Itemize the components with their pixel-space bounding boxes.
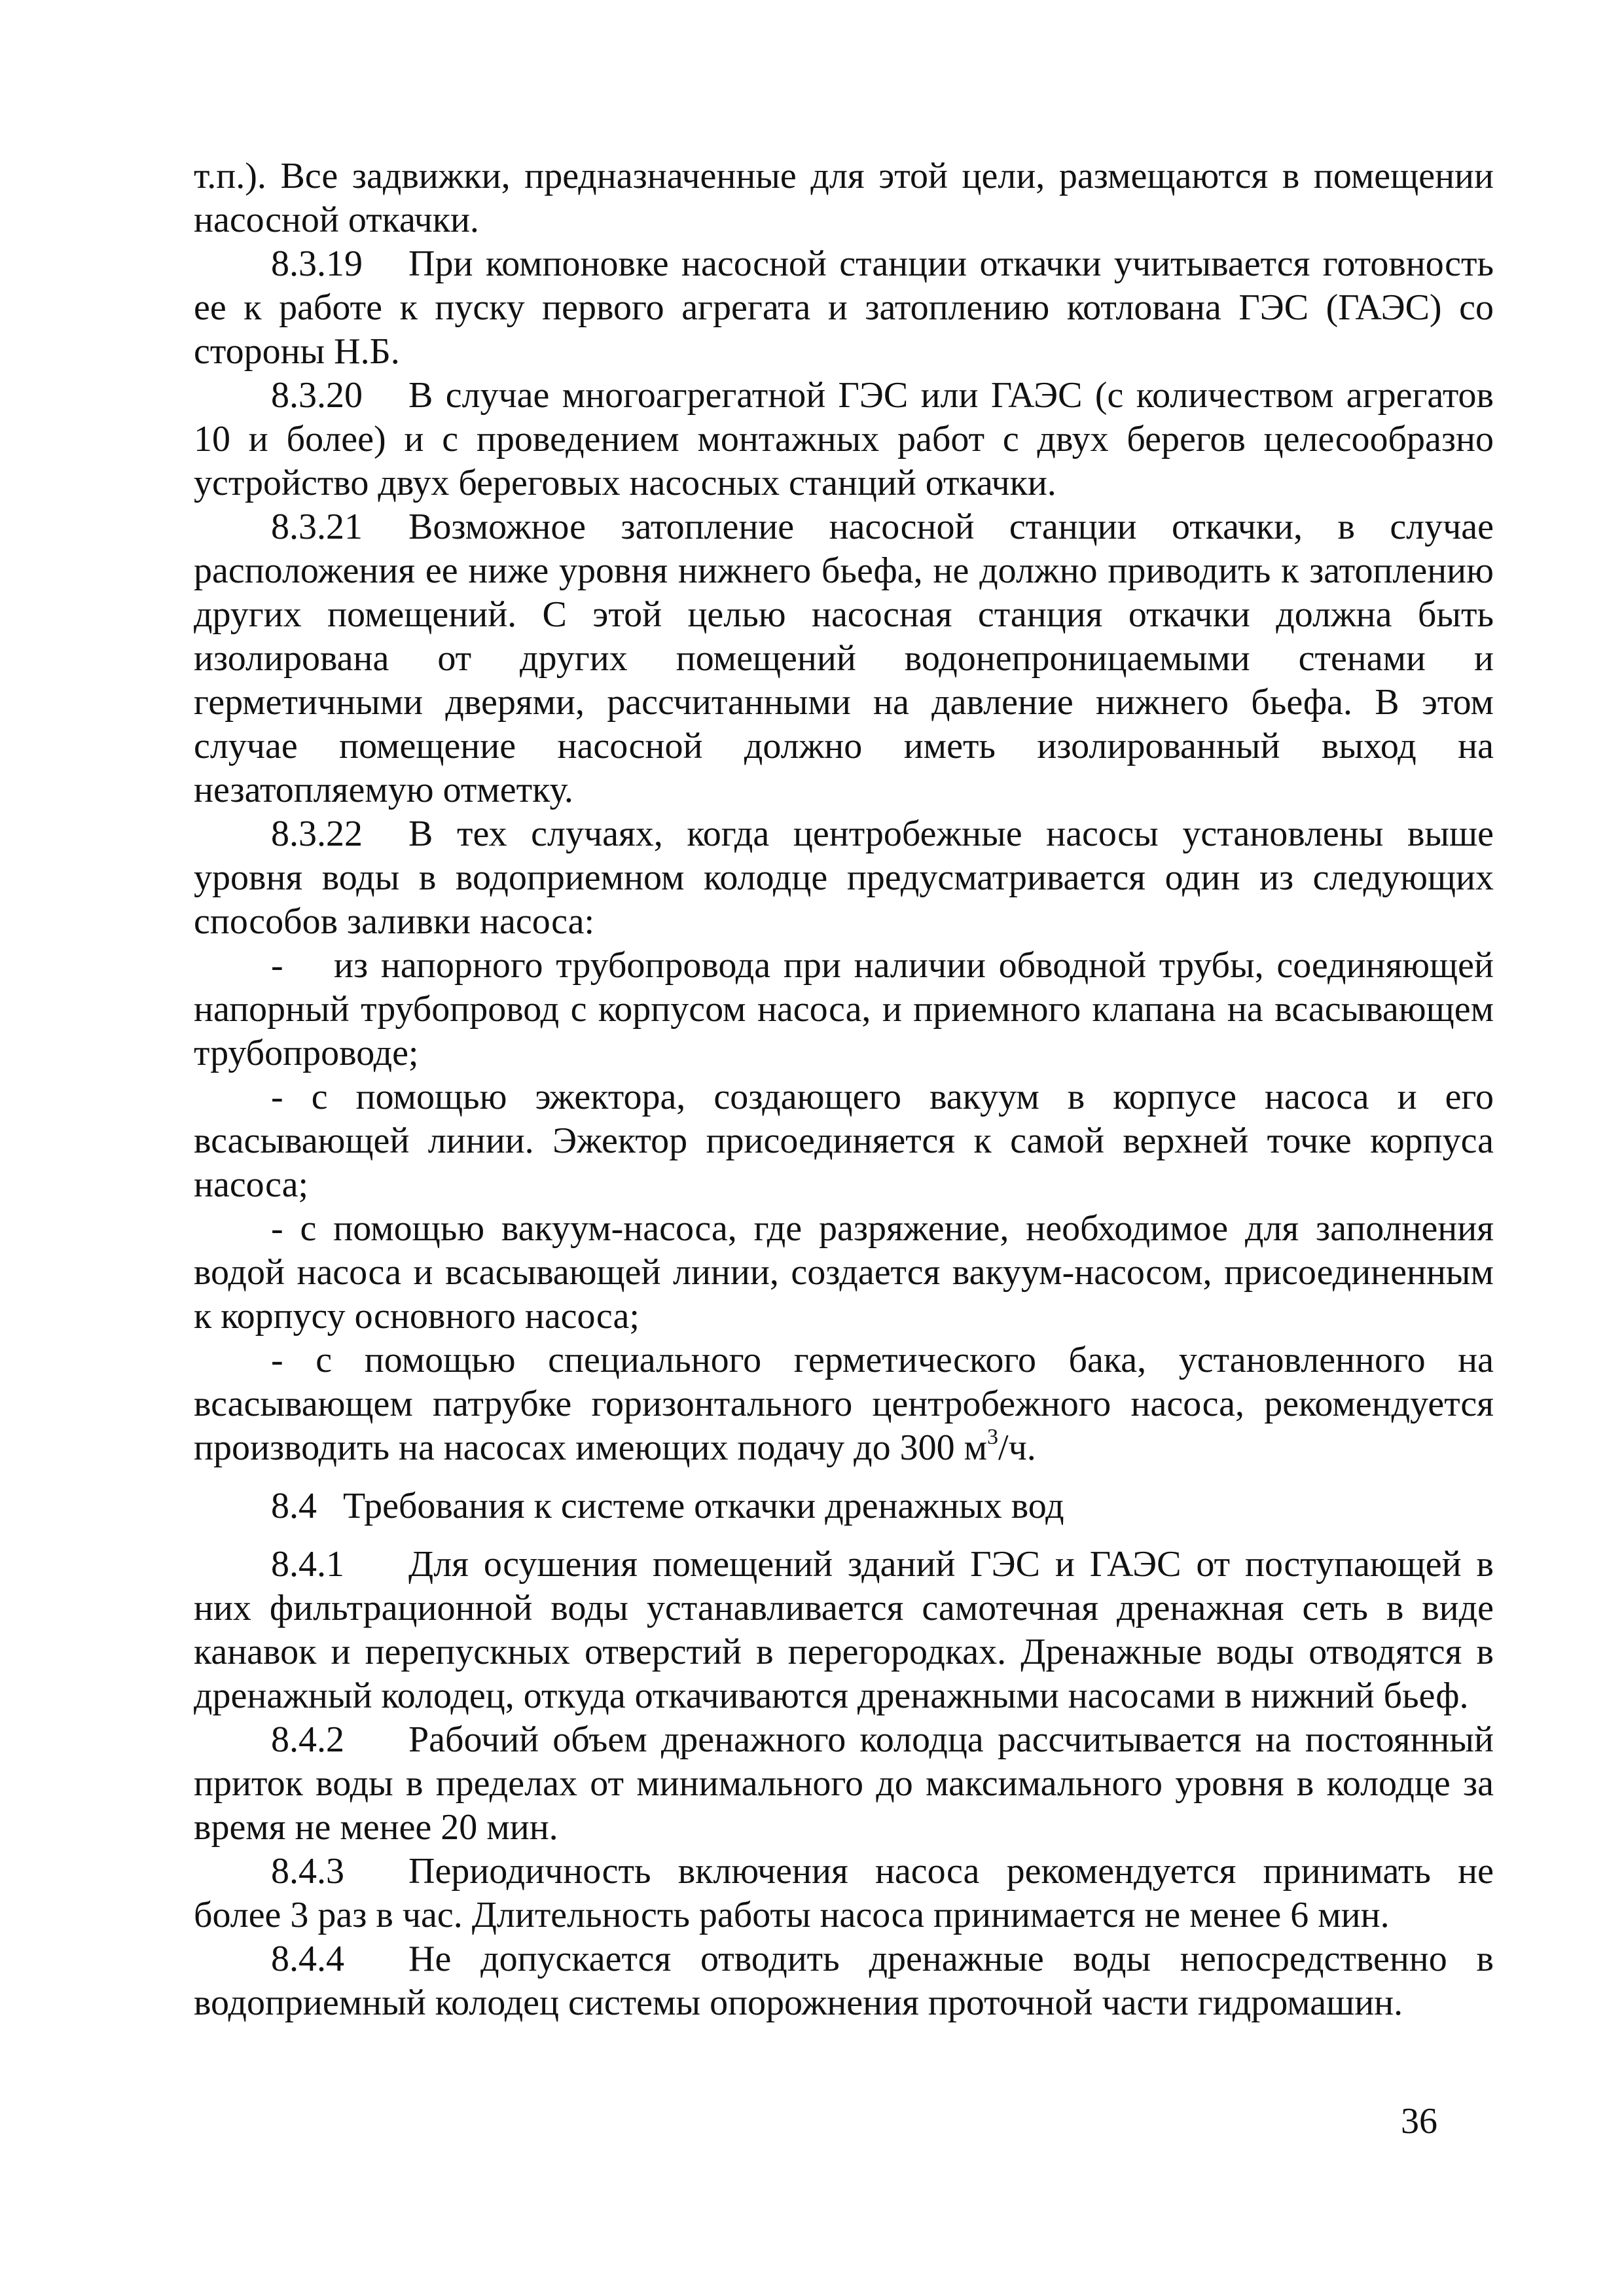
paragraph-text: В тех случаях, когда центробежные насосы установлены выше уровня воды в водоприемном колодце предусматривается один из следующих способов заливки насоса:: [194, 814, 1494, 942]
list-item-hermetic-tank: [194, 1338, 1494, 1470]
paragraph-text: т.п.). Все задвижки, предназначенные для этой цели, размещаются в помещении насосной откачки.: [194, 156, 1494, 240]
list-item-ejector: [194, 1075, 1494, 1207]
paragraph-text: Не допускается отводить дренажные воды непосредственно в водоприемный колодец системы опорожнения проточной части гидромашин.: [194, 1939, 1494, 2023]
list-dash: -: [271, 1077, 283, 1117]
list-item-text-end: /ч.: [998, 1427, 1036, 1468]
section-title: Требования к системе откачки дренажных вод: [343, 1486, 1064, 1526]
clause-number: 8.3.21: [271, 507, 363, 547]
paragraph-text: В случае многоагрегатной ГЭС или ГАЭС (с количеством агрегатов 10 и более) и с проведением монтажных работ с двух берегов целесообразно устройство двух береговых насосных станций откачки.: [194, 375, 1494, 503]
section-number: 8.4: [271, 1486, 317, 1526]
list-item-text: из напорного трубопровода при наличии обводной трубы, соединяющей напорный трубопровод с корпусом насоса, и приемного клапана на всасывающем трубопроводе;: [194, 945, 1494, 1073]
clause-number: 8.4.3: [271, 1851, 344, 1892]
paragraph-8-4-3: [194, 1850, 1494, 1937]
paragraph-8-3-21: [194, 505, 1494, 812]
clause-number: 8.4.4: [271, 1939, 344, 1979]
superscript-cubed: 3: [987, 1425, 999, 1450]
paragraph-text: Возможное затопление насосной станции откачки, в случае расположения ее ниже уровня нижнего бьефа, не должно приводить к затоплению других помещений. С этой целью насосная станция откачки должна быть изолирована от других помещений водонепроницаемыми стенами и герметичными дверями, рассчитанными на давление нижнего бьефа. В этом случае помещение насосной должно иметь изолированный выход на незатопляемую отметку.: [194, 507, 1494, 810]
paragraph-8-3-20: [194, 374, 1494, 505]
paragraph-8-4-4: [194, 1937, 1494, 2025]
paragraph-text: Рабочий объем дренажного колодца рассчитывается на постоянный приток воды в пределах от минимального до максимального уровня в колодце за время не менее 20 мин.: [194, 1719, 1494, 1848]
paragraph-text: Периодичность включения насоса рекомендуется принимать не более 3 раз в час. Длительность работы насоса принимается не менее 6 мин.: [194, 1851, 1494, 1935]
section-heading-8-4: [194, 1484, 1494, 1528]
list-dash: -: [271, 945, 283, 986]
clause-number: 8.3.22: [271, 814, 363, 854]
list-item-text: с помощью вакуум-насоса, где разряжение, необходимое для заполнения водой насоса и всасывающей линии, создается вакуум-насосом, присоединенным к корпусу основного насоса;: [194, 1208, 1494, 1336]
paragraph-8-3-19: [194, 242, 1494, 374]
list-dash: -: [271, 1340, 283, 1380]
list-item-text: с помощью эжектора, создающего вакуум в корпусе насоса и его всасывающей линии. Эжектор присоединяется к самой верхней точке корпуса насоса;: [194, 1077, 1494, 1205]
clause-number: 8.4.1: [271, 1544, 344, 1585]
clause-number: 8.4.2: [271, 1719, 344, 1760]
list-item-pressure-pipeline: [194, 944, 1494, 1075]
page-number: 36: [1401, 2101, 1437, 2142]
list-item-text: с помощью специального герметического бака, установленного на всасывающем патрубке горизонтального центробежного насоса, рекомендуется производить на насосах имеющих подачу до 300 м: [194, 1340, 1494, 1468]
paragraph-8-4-1: [194, 1543, 1494, 1718]
paragraph-text: Для осушения помещений зданий ГЭС и ГАЭС от поступающей в них фильтрационной воды устанавливается самотечная дренажная сеть в виде канавок и перепускных отверстий в перегородках. Дренажные воды отводятся в дренажный колодец, откуда откачиваются дренажными насосами в нижний бьеф.: [194, 1544, 1494, 1716]
list-item-vacuum-pump: [194, 1207, 1494, 1338]
paragraph-8-3-22: [194, 812, 1494, 944]
paragraph-8-4-2: [194, 1718, 1494, 1850]
document-body: [194, 154, 1494, 2025]
clause-number: 8.3.19: [271, 243, 363, 284]
list-dash: -: [271, 1208, 283, 1249]
paragraph-text: При компоновке насосной станции откачки учитывается готовность ее к работе к пуску первого агрегата и затоплению котлована ГЭС (ГАЭС) со стороны Н.Б.: [194, 243, 1494, 372]
paragraph-continuation: [194, 154, 1494, 242]
clause-number: 8.3.20: [271, 375, 363, 416]
